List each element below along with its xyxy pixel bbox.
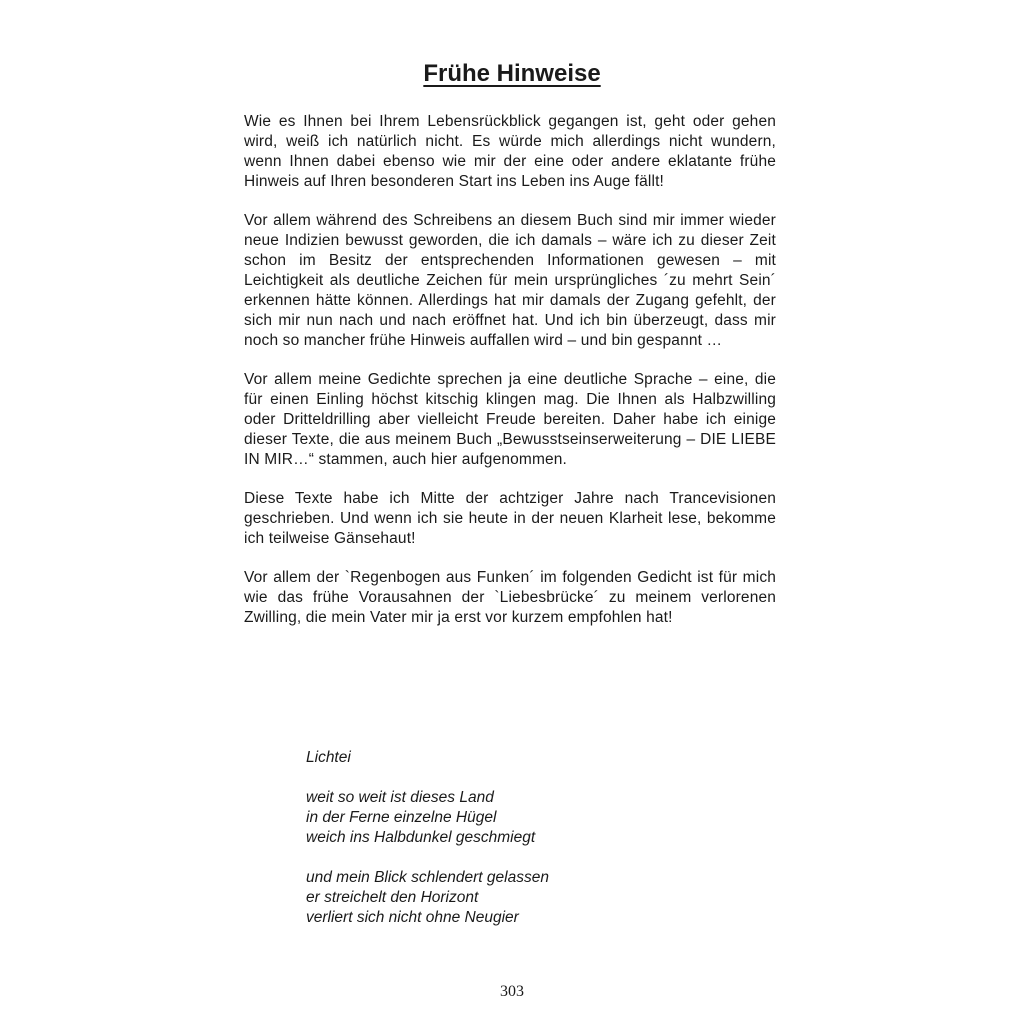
paragraph: Wie es Ihnen bei Ihrem Lebensrückblick gegangen ist, geht oder gehen wird, weiß ich natürlich nicht. Es würde mich allerdings nicht wundern, wenn Ihnen dabei ebenso wie mir der eine oder andere eklatante frühe Hinweis auf Ihren besonderen Start ins Leben ins Auge fällt! [244, 113, 776, 190]
poem-title: Lichtei [306, 749, 351, 766]
body-text [244, 112, 776, 647]
poem-line: weit so weit ist dieses Land [306, 789, 494, 806]
poem [306, 748, 726, 948]
paragraph: Vor allem der `Regenbogen aus Funken´ im folgenden Gedicht ist für mich wie das frühe Vorausahnen der `Liebesbrücke´ zu meinem verlorenen Zwilling, die mein Vater mir ja erst vor kurzem empfohlen hat! [244, 569, 776, 626]
poem-line: in der Ferne einzelne Hügel [306, 809, 497, 826]
poem-line: verliert sich nicht ohne Neugier [306, 909, 519, 926]
poem-stanza [306, 868, 726, 928]
paragraph: Vor allem während des Schreibens an diesem Buch sind mir immer wieder neue Indizien bewusst geworden, die ich damals – wäre ich zu dieser Zeit schon im Besitz der entsprechenden Informationen gewesen – mit Leichtigkeit als deutliche Zeichen für mein ursprüngliches ´zu mehrt Sein´ erkennen hätte können. Allerdings hat mir damals der Zugang gefehlt, der sich mir nun nach und nach eröffnet hat. Und ich bin überzeugt, dass mir noch so mancher frühe Hinweis auffallen wird – und bin gespannt … [244, 212, 776, 349]
page-title: Frühe Hinweise [423, 60, 601, 87]
poem-line: er streichelt den Horizont [306, 889, 479, 906]
paragraph: Diese Texte habe ich Mitte der achtziger Jahre nach Trancevisionen geschrieben. Und wenn ich sie heute in der neuen Klarheit lese, bekomme ich teilweise Gänsehaut! [244, 490, 776, 547]
page-number: 303 [500, 983, 524, 1000]
poem-line: und mein Blick schlendert gelassen [306, 869, 549, 886]
poem-stanza [306, 788, 726, 848]
paragraph: Vor allem meine Gedichte sprechen ja eine deutliche Sprache – eine, die für einen Einling höchst kitschig klingen mag. Die Ihnen als Halbzwilling oder Dritteldrilling aber vielleicht Freude bereiten. Daher habe ich einige dieser Texte, die aus meinem Buch „Bewusstseinserweiterung – DIE LIEBE IN MIR…“ stammen, auch hier aufgenommen. [244, 371, 776, 468]
poem-line: weich ins Halbdunkel geschmiegt [306, 829, 536, 846]
